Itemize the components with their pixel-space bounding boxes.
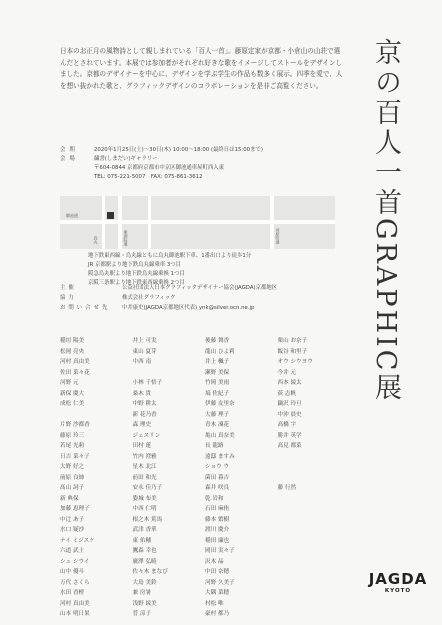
- participant-name: 渡川 慶介: [205, 527, 230, 533]
- participant-name: 新 典保: [60, 495, 79, 502]
- contact-label: お問い合せ先: [60, 305, 111, 311]
- participant-name: 河村 真由美: [60, 359, 90, 365]
- access-line: 阪急烏丸駅より地下鉄烏丸線乗換 1つ目: [88, 271, 185, 277]
- participant-list: [60, 336, 350, 622]
- participant-name: 大野 好之: [60, 464, 85, 470]
- participant-name: 乾 岩和: [205, 495, 224, 502]
- participant-name: 伊藤 友里奈: [205, 401, 235, 407]
- participant-name: 藤 行然: [277, 485, 297, 491]
- organizer-info: [60, 283, 350, 313]
- venue-phone: TEL: 075-221-5007 FAX: 075-861-3612: [94, 174, 203, 180]
- participant-name: 中辻 あ子: [60, 516, 85, 523]
- participant-name: 豪村 都乃: [205, 611, 230, 617]
- participant-name: 稲垣 陽美: [60, 338, 85, 344]
- participant-name: 佐田 菜々花: [60, 369, 90, 376]
- participant-name: 水口 疑沙: [60, 527, 85, 533]
- participant-name: [133, 368, 206, 379]
- access-line: 地下鉄東西線・烏丸線ともに烏丸御池駅下車、1番出口より徒歩1分: [88, 253, 252, 259]
- participant-name: 大隅 菜穂: [205, 590, 230, 596]
- participant-name: ショウ ウ: [205, 464, 230, 470]
- participant-name: 桑木 貴: [132, 390, 152, 397]
- participant-name: 東山 夏芽: [132, 348, 157, 355]
- participant-name: 鍋沢 玲旦: [277, 401, 302, 407]
- participant-name: 鷹森 幸也: [132, 548, 157, 554]
- participant-name: 東 佑輔: [132, 537, 152, 544]
- participant-name: 中野 耕太: [132, 401, 157, 407]
- participant-name: 西本 綾太: [277, 380, 302, 386]
- event-info: [60, 146, 350, 182]
- participant-name: 竹内 澄雅: [132, 453, 157, 460]
- participant-name: 龍山 ひよ莉: [205, 348, 235, 355]
- participant-name: 片野 沙都香: [60, 422, 90, 428]
- svg-text:東洞院通: 東洞院通: [123, 230, 129, 246]
- coop-label: 協力: [60, 295, 77, 301]
- participant-name: 小林 千悟子: [132, 380, 163, 386]
- participant-name: 藤本 繁樹: [205, 516, 230, 523]
- participant-name: 亀山 真奈美: [205, 432, 235, 439]
- participant-name: 六道 武士: [60, 548, 85, 554]
- participant-name: 安永 佳乃子: [132, 485, 163, 491]
- host-value: 公益社団法人日本グラフィックデザイナー協会(JAGDA)京都地区: [122, 285, 278, 291]
- intro-text: 日本のお正月の風物詩として親しまれている「百人一首」。藤原定家が京都・小倉山の山荘で選んだとされています。本展では参加者がそれぞれ好きな歌をイメージしてストールをデザインしました。京都のデザイナーを中心に、デザインを学ぶ学生の作品も数多く展示。四季を愛で、人を想い抜かれた歌と、グラフィックデザインのコラボレーションを是非ご高覧ください。: [60, 47, 343, 90]
- participant-name: 沢木 晶: [205, 558, 224, 565]
- participant-name: 根之木 篤馬: [132, 516, 163, 523]
- participant-name: 松岡 亮央: [60, 348, 85, 355]
- participant-name: 佐々木 まなび: [132, 569, 168, 575]
- participant-name: 遠邸 ますみ: [205, 453, 235, 460]
- participant-name: 水田 香橙: [60, 590, 85, 596]
- participant-name: 森井 咲良: [205, 485, 230, 491]
- participant-name: 兼 房暑: [132, 590, 152, 596]
- participant-name: 栗山 お奈子: [277, 338, 308, 344]
- participant-name: 河野 元: [60, 380, 79, 386]
- participant-name: 髙山 詞子: [60, 485, 85, 491]
- access-line: 京阪三条駅より地下鉄東西線乗換 2つ目: [88, 280, 185, 286]
- host-label: 主催: [60, 285, 77, 291]
- participant-name: 中西 仁明: [132, 506, 157, 512]
- participant-name: シュ シウイ: [60, 558, 90, 565]
- participant-name: 大島 美鈴: [132, 579, 157, 586]
- participant-name: 青木 凜花: [205, 422, 230, 428]
- participant-name: 石田 麻侑: [205, 506, 230, 512]
- participant-name: 長 龍路: [205, 443, 224, 449]
- participant-name: オウ シウヨウ: [277, 359, 313, 365]
- participant-name: 武津 香華: [132, 527, 157, 533]
- jagda-logo: [365, 570, 431, 594]
- participant-name: 姿城 布美: [132, 495, 157, 502]
- participant-name: [278, 473, 351, 484]
- participant-name: 新 花乃香: [132, 411, 157, 418]
- participant-name: 田村 蓮: [132, 443, 152, 449]
- participant-name: 加藤 恵理子: [60, 506, 90, 512]
- map-graphic: [60, 196, 335, 249]
- participant-name: 万代 さくら: [60, 579, 90, 586]
- participant-name: 菌田 暮吉: [205, 474, 230, 481]
- svg-text:烏丸: 烏丸: [93, 236, 99, 244]
- participant-name: 中西 南: [132, 359, 152, 365]
- participant-name: ジェスリン: [132, 432, 161, 439]
- participant-name: 廣澤 弘暁: [132, 558, 157, 565]
- participant-name: 中田 奈穂: [205, 569, 230, 575]
- participant-name: 瀬野 美保: [205, 369, 230, 376]
- participant-name: 今井 元: [277, 369, 297, 376]
- access-line: JR 京都駅より地下鉄烏丸線乗車 3つ目: [88, 262, 182, 268]
- participant-name: 飯谷 和里子: [277, 348, 308, 355]
- participant-name: 山中 優斗: [60, 569, 85, 575]
- participant-name: 菅 涼子: [132, 611, 152, 617]
- participant-name: 後藤 舞香: [205, 338, 230, 344]
- participant-name: 新保 慶大: [60, 390, 85, 397]
- participant-name: 竹岡 美雨: [205, 380, 230, 386]
- svg-text:御池通: 御池通: [66, 213, 78, 218]
- page-title: 京の百人一首GRAPHIC展: [370, 38, 401, 404]
- participant-name: 成松 仁美: [60, 401, 85, 407]
- participant-name: 藤原 玲三: [60, 432, 85, 439]
- participant-name: 前原 良帥: [60, 474, 85, 481]
- venue-value: 繍書(しまだい)ギャラリー: [94, 156, 158, 162]
- participant-name: 井上 楓子: [205, 359, 230, 365]
- participant-name: 浅野 綾美: [132, 600, 157, 607]
- participant-name: 高橋 宇: [277, 422, 297, 428]
- participant-name: [60, 410, 133, 421]
- contact-value: 中井康史(JAGDA京都地区代表) ynk@silver.ocn.ne.jp: [122, 305, 255, 311]
- participant-name: [278, 462, 351, 473]
- participant-name: 前田 和光: [132, 474, 157, 481]
- period-value: 2020年1月25日(土)〜30日(木) 10:00〜18:00 (最終日は15:00まで): [94, 147, 263, 153]
- participant-name: 塙 佐紀子: [205, 390, 230, 397]
- venue-address: 〒604-0844 京都府京都市中京区御池通車屋町西入東: [94, 165, 225, 171]
- participant-name: 中沖 晨史: [277, 411, 302, 418]
- participant-name: 稲田 廉也: [205, 537, 230, 544]
- period-label: 会期: [60, 147, 79, 153]
- participant-name: 大藤 理子: [205, 411, 230, 418]
- participant-name: 日吉 菜々子: [60, 453, 90, 460]
- participant-name: 岡田 実々子: [205, 548, 235, 554]
- svg-text:河原町通: 河原町通: [275, 228, 281, 244]
- participant-name: 山本 明日果: [60, 611, 90, 617]
- participant-name: 若尾 光莉: [60, 443, 85, 449]
- participant-name: 河村 真由美: [60, 600, 90, 607]
- participant-name: [278, 452, 351, 463]
- access-map: [60, 196, 335, 249]
- coop-value: 株式会社グラフィック: [122, 295, 176, 301]
- participant-name: 森 理史: [132, 422, 152, 428]
- venue-label: 会場: [60, 156, 79, 162]
- participant-name: 河野 久美子: [205, 579, 235, 586]
- participant-name: 荻 志帆: [277, 390, 297, 397]
- participant-name: 村松 唯: [205, 600, 224, 607]
- participant-name: 星木 北江: [132, 464, 157, 470]
- participant-name: 高見 都菜: [277, 443, 302, 449]
- participant-name: ナイ ミジスケ: [60, 537, 95, 544]
- logo-city: KYOTO: [384, 588, 412, 594]
- logo-mark: JAGDA: [368, 570, 428, 588]
- participant-name: 井上 可実: [132, 338, 157, 344]
- participant-name: 勝井 英学: [277, 432, 302, 439]
